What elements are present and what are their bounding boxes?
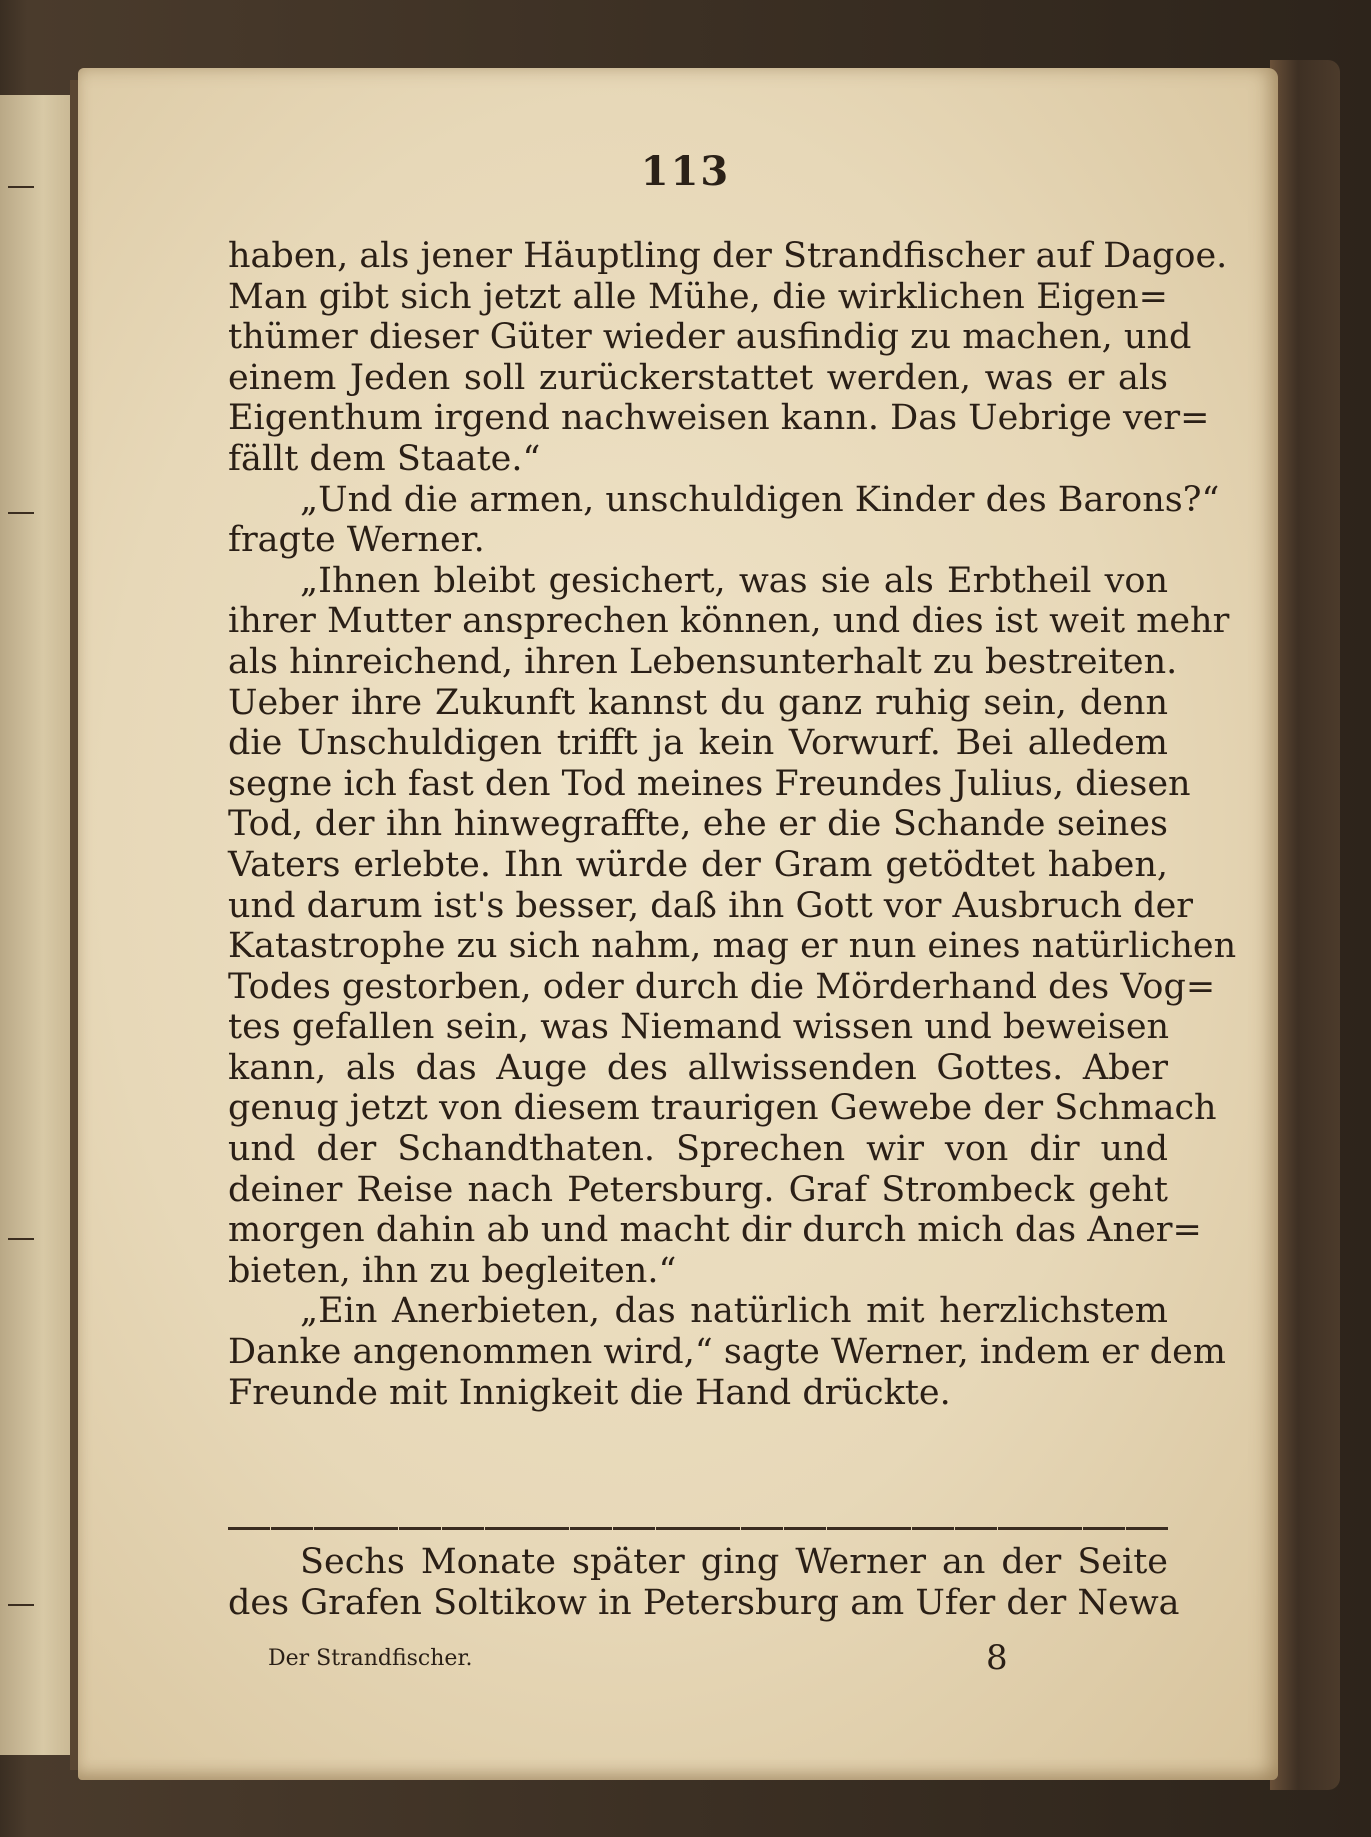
text-line: Ueber ihre Zukunft kannst du ganz ruhig sein, denn <box>228 682 1168 723</box>
dash <box>485 1527 527 1530</box>
text-line: bieten, ihn zu begleiten.“ <box>228 1250 677 1291</box>
dash <box>228 1527 270 1530</box>
dash <box>1040 1527 1082 1530</box>
body-text-continued <box>228 1542 1180 1623</box>
text-line: und darum ist's besser, daß ihn Gott vor Ausbruch der <box>228 885 1194 926</box>
dash <box>741 1527 783 1530</box>
text-line: tes gefallen sein, was Niemand wissen und beweisen <box>228 1007 1170 1048</box>
text-line: Freunde mit Innigkeit die Hand drückte. <box>228 1372 951 1413</box>
dash <box>399 1527 441 1530</box>
text-line: haben, als jener Häuptling der Strandfischer auf Dagoe. <box>228 236 1228 276</box>
margin-mark <box>8 512 34 514</box>
text-line: deiner Reise nach Petersburg. Graf Strombeck geht <box>228 1169 1168 1210</box>
dash <box>1126 1527 1168 1530</box>
text-line: Katastrophe zu sich nahm, mag er nun eines natürlichen <box>228 926 1237 967</box>
dash <box>1083 1527 1125 1530</box>
facing-page-edge <box>0 95 74 1755</box>
text-line: ihrer Mutter ansprechen können, und dies ist weit mehr <box>228 601 1230 642</box>
text-line: morgen dahin ab und macht dir durch mich das Aner= <box>228 1210 1202 1251</box>
text-line: einem Jeden soll zurückerstattet werden, was er als <box>228 357 1168 398</box>
text-line: des Grafen Soltikow in Petersburg am Ufer der Newa <box>228 1582 1180 1623</box>
page-number: 113 <box>640 148 731 195</box>
text-line: „Ein Anerbieten, das natürlich mit herzlichstem <box>300 1291 1168 1332</box>
dash <box>442 1527 484 1530</box>
text-line: Eigenthum irgend nachweisen kann. Das Uebrige ver= <box>228 398 1210 439</box>
section-break-rule <box>228 1518 1168 1538</box>
text-line: als hinreichend, ihren Lebensunterhalt zu bestreiten. <box>228 641 1178 682</box>
text-line: „Und die armen, unschuldigen Kinder des Barons?“ <box>300 479 1220 520</box>
signature-mark: 8 <box>986 1638 1008 1678</box>
text-line: Tod, der ihn hinwegraffte, ehe er die Schande seines <box>228 804 1168 845</box>
text-line: Danke angenommen wird,“ sagte Werner, indem er dem <box>228 1332 1226 1373</box>
dash <box>271 1527 313 1530</box>
text-line: thümer dieser Güter wieder ausfindig zu machen, und <box>228 317 1192 358</box>
text-line: Sechs Monate später ging Werner an der Seite <box>300 1542 1168 1582</box>
dash <box>613 1527 655 1530</box>
dash <box>912 1527 954 1530</box>
margin-mark <box>8 1604 34 1606</box>
dash <box>527 1527 569 1530</box>
text-line: und der Schandthaten. Sprechen wir von dir und <box>228 1129 1168 1170</box>
text-line: segne ich fast den Tod meines Freundes Julius, diesen <box>228 763 1191 804</box>
dash <box>827 1527 869 1530</box>
text-line: genug jetzt von diesem traurigen Gewebe der Schmach <box>228 1088 1217 1129</box>
margin-mark <box>8 1238 34 1240</box>
text-line: kann, als das Auge des allwissenden Gottes. Aber <box>228 1047 1168 1088</box>
dash <box>955 1527 997 1530</box>
dash <box>698 1527 740 1530</box>
dash <box>784 1527 826 1530</box>
text-line: „Ihnen bleibt gesichert, was sie als Erbtheil von <box>300 560 1168 601</box>
dash <box>656 1527 698 1530</box>
page-footer <box>268 1638 1018 1678</box>
dash <box>314 1527 356 1530</box>
text-line: die Unschuldigen trifft ja kein Vorwurf. Bei alledem <box>228 723 1168 764</box>
text-line: fragte Werner. <box>228 520 485 561</box>
dash <box>998 1527 1040 1530</box>
dash <box>869 1527 911 1530</box>
text-line: Man gibt sich jetzt alle Mühe, die wirklichen Eigen= <box>228 276 1168 317</box>
book-cover-edge <box>1270 60 1340 1790</box>
text-line: Vaters erlebte. Ihn würde der Gram getödtet haben, <box>228 844 1168 885</box>
dash <box>570 1527 612 1530</box>
body-text <box>228 236 1237 1413</box>
text-line: Todes gestorben, oder durch die Mörderhand des Vog= <box>228 966 1216 1007</box>
signature-line: Der Strandfischer. <box>268 1646 473 1671</box>
text-line: fällt dem Staate.“ <box>228 438 541 479</box>
dash <box>356 1527 398 1530</box>
